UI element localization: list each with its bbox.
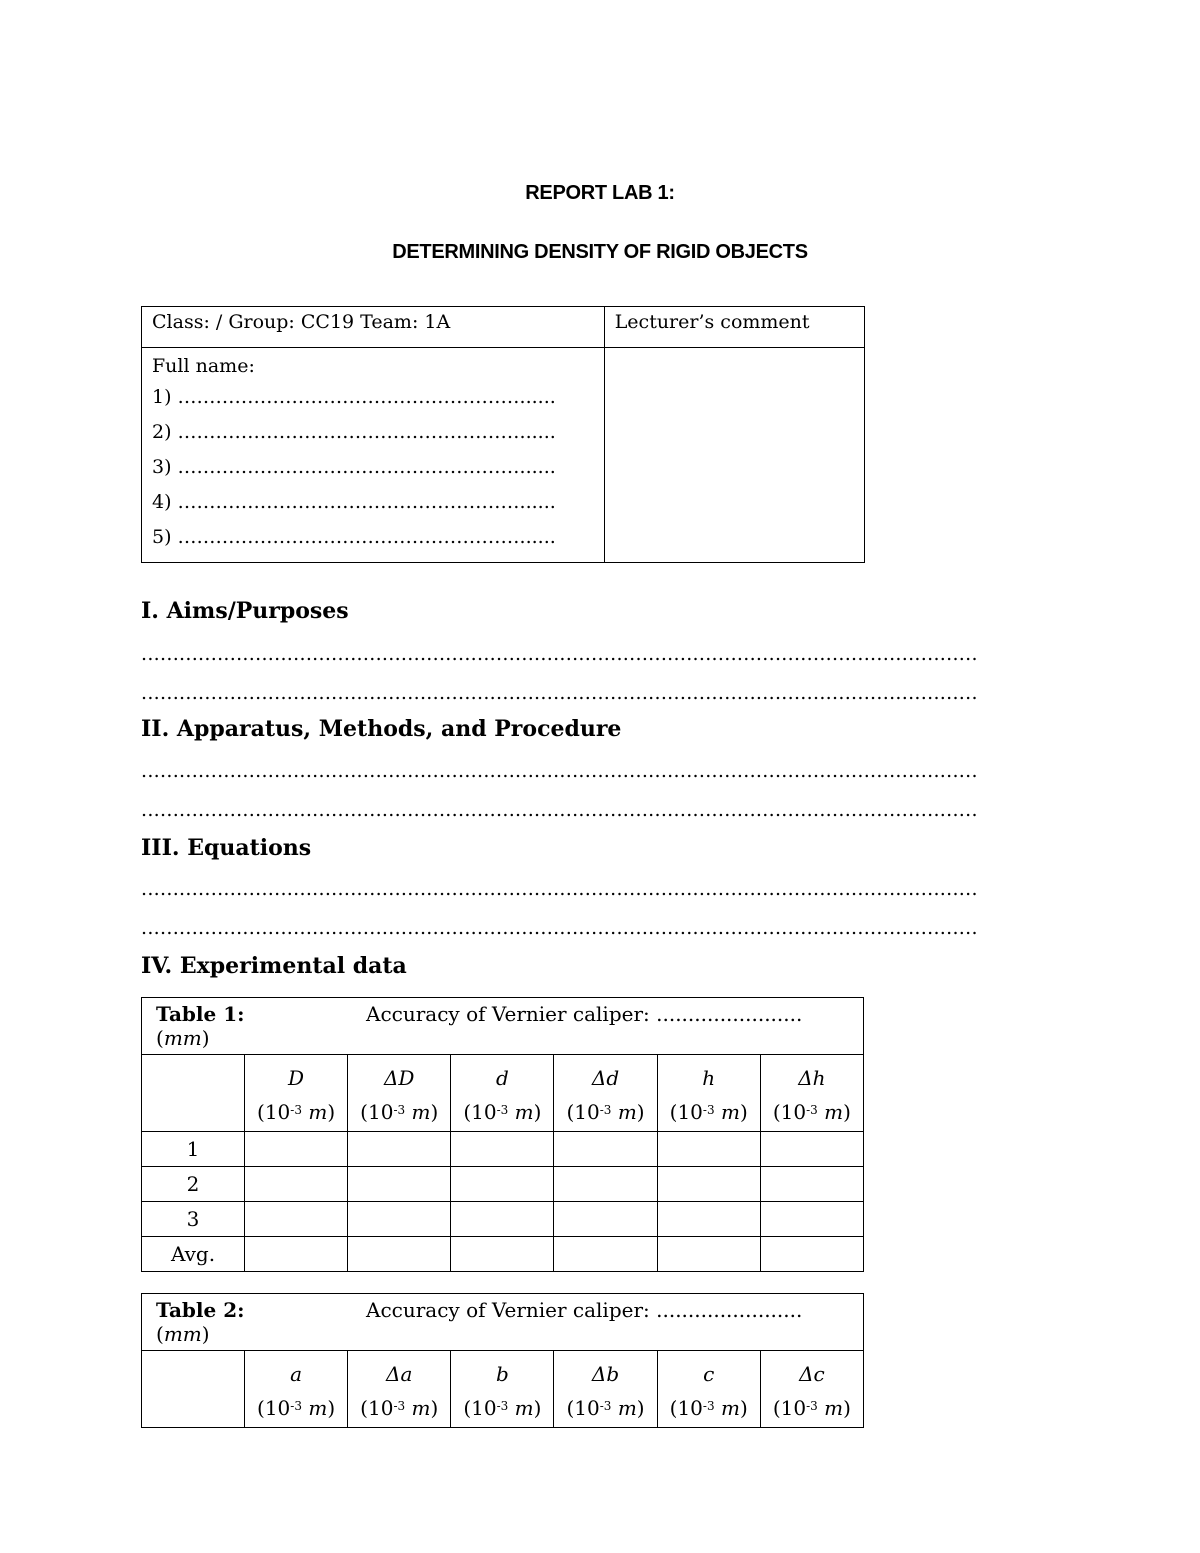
table-2-label: Table 2: [156, 1298, 245, 1322]
accuracy-unit: mm [163, 1026, 202, 1050]
accuracy-prefix: Accuracy of Vernier caliper: ....................... ( [156, 1002, 803, 1050]
table-row [142, 1132, 864, 1167]
column-header: c ($10^{-3}$ m) [657, 1351, 760, 1428]
row-label: 2 [142, 1167, 245, 1202]
dot-line: .................................................................................................................................... [141, 682, 978, 704]
column-header: Δa ($10^{-3}$ m) [348, 1351, 451, 1428]
column-header: Δd ($10^{-3}$ m) [554, 1055, 657, 1132]
lecturer-comment-box [604, 348, 864, 563]
row-header-empty [142, 1351, 245, 1428]
name-line-3: 3) ………………………………………………...... [152, 456, 556, 478]
table-row [142, 1167, 864, 1202]
column-header: d ($10^{-3}$ m) [451, 1055, 554, 1132]
data-table-2 [141, 1293, 864, 1428]
column-header: b ($10^{-3}$ m) [451, 1351, 554, 1428]
section-equations: III. Equations [141, 835, 312, 861]
class-group-cell: Class: / Group: CC19 Team: 1A [142, 307, 605, 348]
dot-line: .................................................................................................................................... [141, 760, 978, 782]
info-table [141, 306, 865, 563]
names-cell [142, 348, 605, 563]
accuracy-suffix: ) [201, 1026, 210, 1050]
report-title: REPORT LAB 1: [525, 182, 675, 204]
column-header: ΔD ($10^{-3}$ m) [348, 1055, 451, 1132]
row-label: 3 [142, 1202, 245, 1237]
row-label: 1 [142, 1132, 245, 1167]
section-experimental: IV. Experimental data [141, 953, 407, 979]
dot-line: .................................................................................................................................... [141, 917, 978, 939]
row-label: Avg. [142, 1237, 245, 1272]
accuracy-suffix: ) [201, 1322, 210, 1346]
dot-line: .................................................................................................................................... [141, 878, 978, 900]
table-row [142, 1202, 864, 1237]
accuracy-unit: mm [163, 1322, 202, 1346]
report-subtitle: DETERMINING DENSITY OF RIGID OBJECTS [392, 241, 808, 263]
section-apparatus: II. Apparatus, Methods, and Procedure [141, 716, 622, 742]
data-table-1 [141, 997, 864, 1272]
column-header: Δc ($10^{-3}$ m) [760, 1351, 863, 1428]
dot-line: .................................................................................................................................... [141, 799, 978, 821]
table-1-label: Table 1: [156, 1002, 245, 1026]
name-line-1: 1) ………………………………………………...... [152, 386, 556, 408]
name-line-5: 5) ………………………………………………...... [152, 526, 556, 548]
table-1-caption [142, 998, 864, 1055]
full-name-label: Full name: [152, 355, 255, 377]
column-header: h ($10^{-3}$ m) [657, 1055, 760, 1132]
column-header: a ($10^{-3}$ m) [245, 1351, 348, 1428]
section-aims: I. Aims/Purposes [141, 598, 349, 624]
dot-line: .................................................................................................................................... [141, 643, 978, 665]
row-header-empty [142, 1055, 245, 1132]
table-2-caption [142, 1294, 864, 1351]
column-header: Δb ($10^{-3}$ m) [554, 1351, 657, 1428]
name-line-4: 4) ………………………………………………...... [152, 491, 556, 513]
accuracy-prefix: Accuracy of Vernier caliper: ....................... ( [156, 1298, 803, 1346]
table-row [142, 1237, 864, 1272]
column-header: Δh ($10^{-3}$ m) [760, 1055, 863, 1132]
name-line-2: 2) ………………………………………………...... [152, 421, 556, 443]
column-header: D ($10^{-3}$ m) [245, 1055, 348, 1132]
lecturer-comment-label: Lecturer’s comment [604, 307, 864, 348]
